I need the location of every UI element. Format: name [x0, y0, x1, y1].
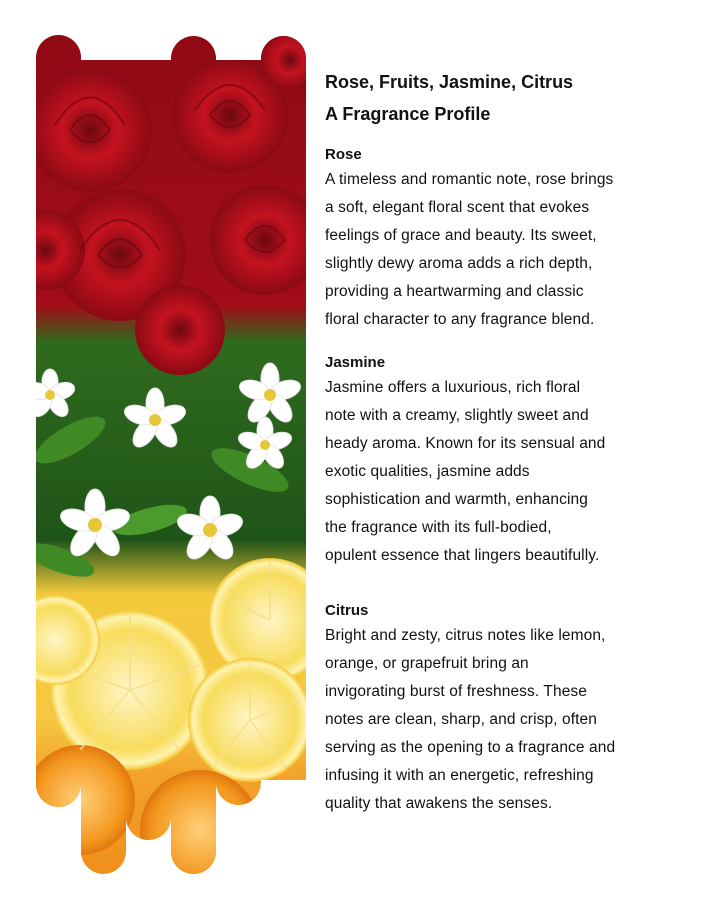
section-line: infusing it with an energetic, refreshing — [325, 767, 594, 784]
section-line: note with a creamy, slightly sweet and — [325, 407, 589, 424]
section-line: quality that awakens the senses. — [325, 795, 553, 812]
section-line: opulent essence that lingers beautifully. — [325, 547, 600, 564]
section-citrus — [325, 600, 665, 818]
section-line: a soft, elegant floral scent that evokes — [325, 199, 590, 216]
page-title: Rose, Fruits, Jasmine, Citrus — [325, 72, 574, 92]
section-line: floral character to any fragrance blend. — [325, 311, 595, 328]
section-jasmine — [325, 352, 665, 570]
section-line: the fragrance with its full-bodied, — [325, 519, 552, 536]
profile-text — [325, 66, 665, 818]
section-line: notes are clean, sharp, and crisp, often — [325, 711, 597, 728]
page-subtitle: A Fragrance Profile — [325, 104, 491, 124]
section-line: exotic qualities, jasmine adds — [325, 463, 530, 480]
section-line: A timeless and romantic note, rose brings — [325, 171, 614, 188]
section-heading: Citrus — [325, 602, 369, 619]
section-line: orange, or grapefruit bring an — [325, 655, 529, 672]
section-line: providing a heartwarming and classic — [325, 283, 584, 300]
section-line: slightly dewy aroma adds a rich depth, — [325, 255, 593, 272]
section-line: feelings of grace and beauty. Its sweet, — [325, 227, 597, 244]
fragrance-collage — [0, 0, 310, 900]
section-heading: Jasmine — [325, 354, 386, 371]
section-line: heady aroma. Known for its sensual and — [325, 435, 606, 452]
section-line: Jasmine offers a luxurious, rich floral — [325, 379, 581, 396]
section-line: invigorating burst of freshness. These — [325, 683, 587, 700]
section-line: sophistication and warmth, enhancing — [325, 491, 588, 508]
section-rose — [325, 144, 665, 334]
section-heading: Rose — [325, 146, 362, 163]
section-line: serving as the opening to a fragrance and — [325, 739, 616, 756]
section-line: Bright and zesty, citrus notes like lemon, — [325, 627, 606, 644]
